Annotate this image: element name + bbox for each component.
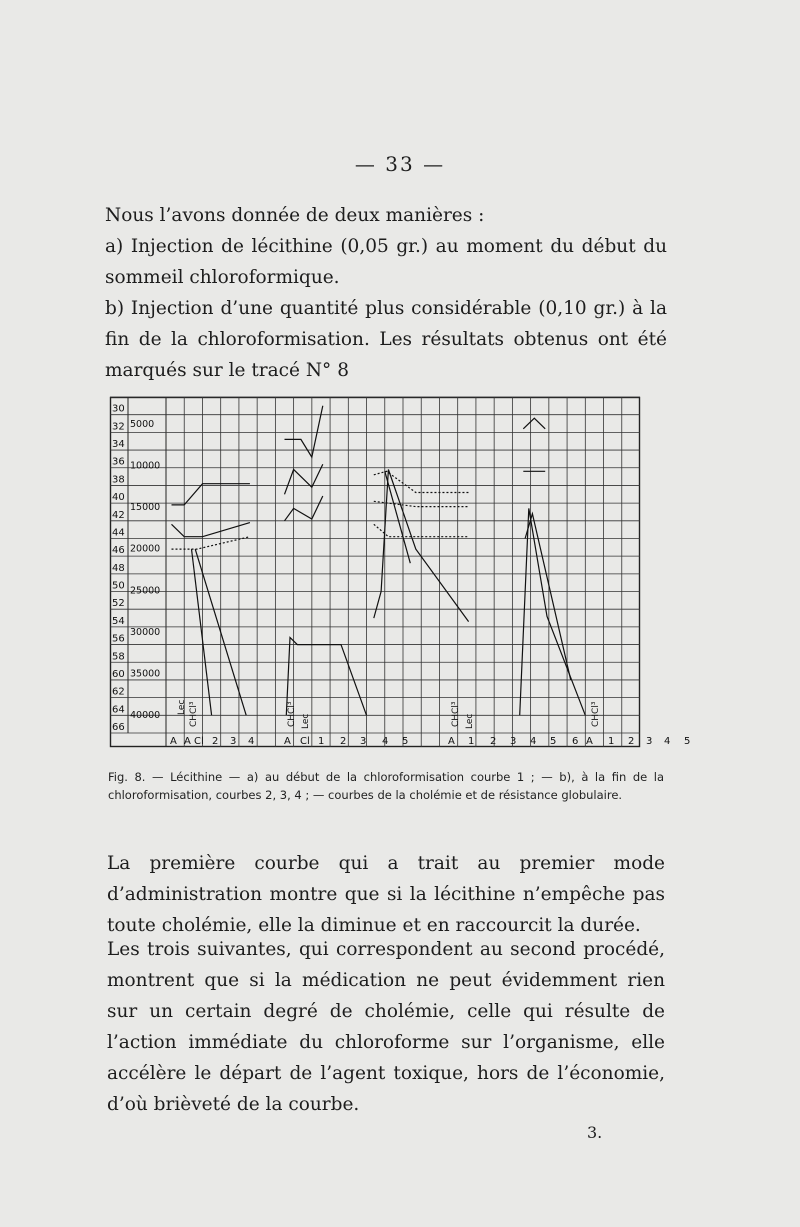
panel-label: Lec <box>301 713 311 729</box>
panel-label: Lec <box>177 699 187 715</box>
panel-label: CHCl³ <box>591 701 601 727</box>
panel-label: Lec <box>465 713 475 729</box>
y-right-tick: 10000 <box>130 460 161 472</box>
x-tick-label: 5 <box>550 736 557 747</box>
x-tick-label: A <box>284 736 291 747</box>
curve-1-cholemia-a <box>172 523 250 537</box>
y-right-tick: 25000 <box>130 585 161 597</box>
y-left-tick: 58 <box>112 651 125 663</box>
x-tick-label: 2 <box>628 736 635 747</box>
y-left-tick: 32 <box>112 421 125 433</box>
x-tick-label: 1 <box>318 736 325 747</box>
y-left-tick: 64 <box>112 704 125 716</box>
paragraph-a: a) Injection de lécithine (0,05 gr.) au moment du début du sommeil chloroformique. <box>105 236 667 288</box>
y-right-tick: 20000 <box>130 543 161 555</box>
x-tick-label: Cl <box>194 736 204 747</box>
y-left-tick: 42 <box>112 509 125 521</box>
paragraph-b: b) Injection d’une quantité plus considérable (0,10 gr.) à la fin de la chloroformisation. Les résultats obtenus ont été marqués sur le tracé N° 8 <box>105 298 667 381</box>
x-tick-label: 3 <box>510 736 517 747</box>
y-right-tick: 30000 <box>130 626 161 638</box>
x-tick-label: 2 <box>340 736 347 747</box>
y-right-tick: 5000 <box>130 419 155 431</box>
figure-caption: Fig. 8. — Lécithine — a) au début de la chloroformisation courbe 1 ; — b), à la fin de la chloroformisation, courbes 2, 3, 4 ; — courbes de la cholémie et de résistance globulaire. <box>108 770 664 802</box>
y-left-tick: 60 <box>112 668 125 680</box>
curve-3-mid <box>285 464 323 494</box>
y-left-tick: 52 <box>112 598 125 610</box>
x-tick-label: 4 <box>248 736 255 747</box>
curve-2-cholemia <box>286 638 366 716</box>
x-tick-label: A <box>184 736 191 747</box>
x-tick-label: 3 <box>646 736 653 747</box>
panel-label: CHCl³ <box>189 701 199 727</box>
paragraph-other-curves: Les trois suivantes, qui correspondent au second procédé, montrent que si la médication ne peut évidemment rien sur un certain degré de cholémie, celle qui résulte de l’action immédiate du chloroforme sur l’organisme, elle accélère le départ de l’agent toxique, hors de l’économie, d’où brièveté de la courbe. <box>107 939 665 1115</box>
x-tick-label: A <box>170 736 177 747</box>
y-right-tick: 35000 <box>130 668 161 680</box>
y-left-tick: 30 <box>112 403 125 415</box>
y-left-tick: 46 <box>112 545 125 557</box>
y-right-tick: 40000 <box>130 709 161 721</box>
panel-label: CHCl³ <box>287 701 297 727</box>
x-tick-label: 3 <box>360 736 367 747</box>
x-tick-label: 1 <box>608 736 615 747</box>
x-tick-label: 4 <box>382 736 389 747</box>
signature-mark: 3. <box>587 1123 603 1142</box>
panel-label: CHCl³ <box>451 701 461 727</box>
y-left-tick: 48 <box>112 562 125 574</box>
x-tick-label: 5 <box>402 736 409 747</box>
x-tick-label: 4 <box>530 736 537 747</box>
curve-2-top <box>285 406 323 457</box>
x-tick-label: 3 <box>230 736 237 747</box>
curve-4-low <box>285 496 323 521</box>
y-left-tick: 54 <box>112 615 125 627</box>
x-tick-label: 2 <box>490 736 497 747</box>
x-tick-label: 4 <box>664 736 671 747</box>
curve-6-main <box>520 508 586 715</box>
x-tick-label: 6 <box>572 736 579 747</box>
figure-8-chart <box>110 397 691 749</box>
y-left-tick: 36 <box>112 456 125 468</box>
y-left-tick: 56 <box>112 633 125 645</box>
x-tick-label: Cl <box>300 736 310 747</box>
paragraph-intro: Nous l’avons donnée de deux manières : <box>105 205 485 226</box>
y-left-tick: 50 <box>112 580 125 592</box>
x-tick-label: A <box>586 736 593 747</box>
y-left-tick: 62 <box>112 686 125 698</box>
y-right-tick: 15000 <box>130 502 161 514</box>
chart-svg <box>110 397 691 749</box>
paragraph-first-curve: La première courbe qui a trait au premier mode d’administration montre que si la lécithine n’empêche pas toute cholémie, elle la diminue et en raccourcit la durée. <box>107 853 665 936</box>
x-tick-label: A <box>448 736 455 747</box>
y-left-tick: 40 <box>112 492 125 504</box>
x-tick-label: 1 <box>468 736 475 747</box>
x-tick-label: 2 <box>212 736 219 747</box>
y-left-tick: 34 <box>112 439 125 451</box>
y-left-tick: 38 <box>112 474 125 486</box>
curve-6-peak <box>523 418 545 429</box>
y-left-tick: 66 <box>112 722 125 733</box>
x-tick-label: 5 <box>684 736 691 747</box>
page-number: — 33 — <box>354 152 446 176</box>
curve-1-resistance <box>172 484 250 505</box>
y-left-tick: 44 <box>112 527 125 539</box>
